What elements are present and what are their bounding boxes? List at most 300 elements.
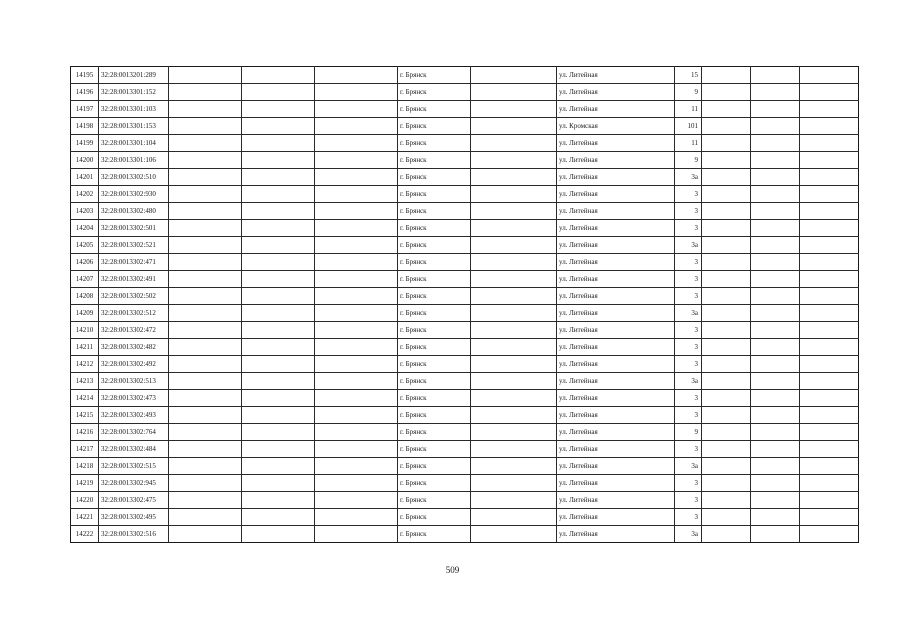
empty-cell [800, 458, 859, 475]
empty-cell [169, 118, 242, 135]
empty-cell [315, 339, 398, 356]
city-cell: г. Брянск [398, 475, 471, 492]
empty-cell [751, 135, 800, 152]
house-number-cell: 3а [675, 305, 702, 322]
empty-cell [169, 441, 242, 458]
cadastral-number-cell: 32:28:0013302:473 [99, 390, 169, 407]
city-cell: г. Брянск [398, 220, 471, 237]
city-cell: г. Брянск [398, 237, 471, 254]
empty-cell [702, 390, 751, 407]
house-number-cell: 3а [675, 458, 702, 475]
empty-cell [702, 118, 751, 135]
empty-cell [751, 84, 800, 101]
empty-cell [702, 322, 751, 339]
city-cell: г. Брянск [398, 390, 471, 407]
empty-cell [242, 84, 315, 101]
cadastral-number-cell: 32:28:0013302:493 [99, 407, 169, 424]
empty-cell [751, 169, 800, 186]
cadastral-number-cell: 32:28:0013201:289 [99, 67, 169, 84]
empty-cell [471, 441, 557, 458]
empty-cell [471, 492, 557, 509]
empty-cell [169, 271, 242, 288]
house-number-cell: 3 [675, 186, 702, 203]
empty-cell [751, 424, 800, 441]
row-number-cell: 14220 [71, 492, 99, 509]
cadastral-number-cell: 32:28:0013301:104 [99, 135, 169, 152]
empty-cell [751, 118, 800, 135]
empty-cell [471, 118, 557, 135]
cadastral-number-cell: 32:28:0013302:484 [99, 441, 169, 458]
cadastral-number-cell: 32:28:0013302:501 [99, 220, 169, 237]
table-row [71, 254, 859, 271]
empty-cell [751, 390, 800, 407]
empty-cell [702, 84, 751, 101]
cadastral-number-cell: 32:28:0013301:152 [99, 84, 169, 101]
empty-cell [169, 526, 242, 543]
empty-cell [800, 118, 859, 135]
table-row [71, 118, 859, 135]
empty-cell [169, 169, 242, 186]
row-number-cell: 14196 [71, 84, 99, 101]
empty-cell [702, 339, 751, 356]
empty-cell [242, 67, 315, 84]
empty-cell [800, 339, 859, 356]
empty-cell [242, 356, 315, 373]
empty-cell [471, 237, 557, 254]
empty-cell [702, 186, 751, 203]
city-cell: г. Брянск [398, 186, 471, 203]
house-number-cell: 3 [675, 288, 702, 305]
city-cell: г. Брянск [398, 339, 471, 356]
street-cell: ул. Литейная [557, 526, 675, 543]
city-cell: г. Брянск [398, 509, 471, 526]
street-cell: ул. Литейная [557, 169, 675, 186]
house-number-cell: 3 [675, 492, 702, 509]
table-row [71, 203, 859, 220]
empty-cell [702, 101, 751, 118]
empty-cell [751, 67, 800, 84]
empty-cell [751, 305, 800, 322]
empty-cell [242, 237, 315, 254]
empty-cell [800, 237, 859, 254]
empty-cell [751, 237, 800, 254]
street-cell: ул. Литейная [557, 407, 675, 424]
empty-cell [315, 101, 398, 118]
cadastral-number-cell: 32:28:0013302:945 [99, 475, 169, 492]
empty-cell [315, 356, 398, 373]
city-cell: г. Брянск [398, 135, 471, 152]
empty-cell [702, 407, 751, 424]
empty-cell [242, 390, 315, 407]
empty-cell [169, 237, 242, 254]
city-cell: г. Брянск [398, 373, 471, 390]
house-number-cell: 3 [675, 220, 702, 237]
empty-cell [751, 373, 800, 390]
row-number-cell: 14218 [71, 458, 99, 475]
house-number-cell: 3 [675, 322, 702, 339]
empty-cell [315, 186, 398, 203]
empty-cell [800, 254, 859, 271]
row-number-cell: 14207 [71, 271, 99, 288]
empty-cell [315, 169, 398, 186]
empty-cell [800, 169, 859, 186]
empty-cell [169, 322, 242, 339]
empty-cell [751, 441, 800, 458]
empty-cell [242, 271, 315, 288]
empty-cell [471, 271, 557, 288]
empty-cell [702, 288, 751, 305]
empty-cell [242, 492, 315, 509]
cadastral-number-cell: 32:28:0013302:482 [99, 339, 169, 356]
table-row [71, 152, 859, 169]
cadastral-number-cell: 32:28:0013302:512 [99, 305, 169, 322]
house-number-cell: 3а [675, 526, 702, 543]
house-number-cell: 101 [675, 118, 702, 135]
house-number-cell: 3 [675, 271, 702, 288]
empty-cell [315, 254, 398, 271]
empty-cell [702, 526, 751, 543]
empty-cell [315, 322, 398, 339]
empty-cell [242, 135, 315, 152]
empty-cell [702, 458, 751, 475]
row-number-cell: 14211 [71, 339, 99, 356]
cadastral-number-cell: 32:28:0013302:471 [99, 254, 169, 271]
empty-cell [471, 254, 557, 271]
row-number-cell: 14204 [71, 220, 99, 237]
row-number-cell: 14197 [71, 101, 99, 118]
empty-cell [471, 407, 557, 424]
empty-cell [242, 475, 315, 492]
empty-cell [702, 237, 751, 254]
empty-cell [702, 424, 751, 441]
cadastral-number-cell: 32:28:0013301:106 [99, 152, 169, 169]
empty-cell [169, 424, 242, 441]
empty-cell [169, 305, 242, 322]
registry-table [70, 66, 859, 543]
city-cell: г. Брянск [398, 458, 471, 475]
empty-cell [800, 135, 859, 152]
table-row [71, 67, 859, 84]
empty-cell [242, 441, 315, 458]
empty-cell [169, 373, 242, 390]
house-number-cell: 3а [675, 169, 702, 186]
empty-cell [471, 356, 557, 373]
empty-cell [800, 526, 859, 543]
empty-cell [471, 84, 557, 101]
street-cell: ул. Литейная [557, 339, 675, 356]
cadastral-number-cell: 32:28:0013302:930 [99, 186, 169, 203]
table-row [71, 458, 859, 475]
cadastral-number-cell: 32:28:0013302:764 [99, 424, 169, 441]
house-number-cell: 9 [675, 152, 702, 169]
empty-cell [702, 254, 751, 271]
empty-cell [169, 509, 242, 526]
empty-cell [751, 220, 800, 237]
empty-cell [315, 271, 398, 288]
table-row [71, 373, 859, 390]
row-number-cell: 14219 [71, 475, 99, 492]
empty-cell [702, 305, 751, 322]
street-cell: ул. Литейная [557, 186, 675, 203]
city-cell: г. Брянск [398, 441, 471, 458]
street-cell: ул. Литейная [557, 424, 675, 441]
empty-cell [471, 339, 557, 356]
cadastral-number-cell: 32:28:0013302:502 [99, 288, 169, 305]
empty-cell [800, 101, 859, 118]
empty-cell [169, 101, 242, 118]
house-number-cell: 3 [675, 339, 702, 356]
empty-cell [800, 424, 859, 441]
table-row [71, 84, 859, 101]
empty-cell [800, 356, 859, 373]
empty-cell [315, 424, 398, 441]
empty-cell [702, 441, 751, 458]
city-cell: г. Брянск [398, 492, 471, 509]
street-cell: ул. Литейная [557, 356, 675, 373]
street-cell: ул. Литейная [557, 271, 675, 288]
empty-cell [702, 492, 751, 509]
empty-cell [471, 186, 557, 203]
empty-cell [471, 135, 557, 152]
row-number-cell: 14203 [71, 203, 99, 220]
city-cell: г. Брянск [398, 169, 471, 186]
house-number-cell: 3 [675, 203, 702, 220]
empty-cell [471, 169, 557, 186]
empty-cell [702, 169, 751, 186]
empty-cell [471, 526, 557, 543]
house-number-cell: 11 [675, 101, 702, 118]
empty-cell [242, 305, 315, 322]
empty-cell [315, 441, 398, 458]
empty-cell [471, 424, 557, 441]
page-number: 509 [445, 565, 460, 575]
empty-cell [169, 135, 242, 152]
table-row [71, 135, 859, 152]
empty-cell [169, 458, 242, 475]
empty-cell [471, 152, 557, 169]
cadastral-number-cell: 32:28:0013302:513 [99, 373, 169, 390]
empty-cell [242, 169, 315, 186]
cadastral-number-cell: 32:28:0013301:103 [99, 101, 169, 118]
row-number-cell: 14222 [71, 526, 99, 543]
empty-cell [315, 492, 398, 509]
empty-cell [315, 373, 398, 390]
empty-cell [471, 305, 557, 322]
empty-cell [471, 390, 557, 407]
empty-cell [242, 373, 315, 390]
empty-cell [800, 220, 859, 237]
row-number-cell: 14208 [71, 288, 99, 305]
empty-cell [242, 254, 315, 271]
row-number-cell: 14213 [71, 373, 99, 390]
row-number-cell: 14198 [71, 118, 99, 135]
row-number-cell: 14216 [71, 424, 99, 441]
street-cell: ул. Кромская [557, 118, 675, 135]
table-row [71, 509, 859, 526]
empty-cell [169, 254, 242, 271]
street-cell: ул. Литейная [557, 322, 675, 339]
empty-cell [471, 509, 557, 526]
empty-cell [702, 271, 751, 288]
cadastral-number-cell: 32:28:0013301:153 [99, 118, 169, 135]
house-number-cell: 3 [675, 407, 702, 424]
row-number-cell: 14209 [71, 305, 99, 322]
empty-cell [242, 288, 315, 305]
empty-cell [242, 118, 315, 135]
row-number-cell: 14202 [71, 186, 99, 203]
row-number-cell: 14217 [71, 441, 99, 458]
street-cell: ул. Литейная [557, 237, 675, 254]
house-number-cell: 3 [675, 509, 702, 526]
empty-cell [751, 526, 800, 543]
empty-cell [315, 390, 398, 407]
empty-cell [315, 526, 398, 543]
street-cell: ул. Литейная [557, 135, 675, 152]
empty-cell [702, 152, 751, 169]
empty-cell [800, 288, 859, 305]
empty-cell [800, 271, 859, 288]
empty-cell [751, 407, 800, 424]
row-number-cell: 14214 [71, 390, 99, 407]
city-cell: г. Брянск [398, 152, 471, 169]
city-cell: г. Брянск [398, 84, 471, 101]
house-number-cell: 9 [675, 424, 702, 441]
table-row [71, 492, 859, 509]
empty-cell [169, 186, 242, 203]
cadastral-number-cell: 32:28:0013302:475 [99, 492, 169, 509]
empty-cell [751, 271, 800, 288]
street-cell: ул. Литейная [557, 305, 675, 322]
table-row [71, 356, 859, 373]
empty-cell [800, 441, 859, 458]
empty-cell [751, 254, 800, 271]
cadastral-number-cell: 32:28:0013302:495 [99, 509, 169, 526]
empty-cell [315, 407, 398, 424]
table-row [71, 339, 859, 356]
empty-cell [471, 458, 557, 475]
empty-cell [751, 322, 800, 339]
empty-cell [315, 84, 398, 101]
cadastral-number-cell: 32:28:0013302:472 [99, 322, 169, 339]
house-number-cell: 3 [675, 441, 702, 458]
table-row [71, 220, 859, 237]
city-cell: г. Брянск [398, 424, 471, 441]
street-cell: ул. Литейная [557, 509, 675, 526]
empty-cell [800, 390, 859, 407]
empty-cell [169, 288, 242, 305]
empty-cell [169, 203, 242, 220]
empty-cell [242, 407, 315, 424]
house-number-cell: 3 [675, 390, 702, 407]
table-row [71, 186, 859, 203]
row-number-cell: 14210 [71, 322, 99, 339]
street-cell: ул. Литейная [557, 254, 675, 271]
empty-cell [242, 152, 315, 169]
empty-cell [751, 288, 800, 305]
empty-cell [315, 220, 398, 237]
table-row [71, 407, 859, 424]
empty-cell [800, 322, 859, 339]
street-cell: ул. Литейная [557, 441, 675, 458]
empty-cell [702, 509, 751, 526]
city-cell: г. Брянск [398, 67, 471, 84]
empty-cell [315, 135, 398, 152]
empty-cell [315, 152, 398, 169]
street-cell: ул. Литейная [557, 373, 675, 390]
empty-cell [315, 509, 398, 526]
empty-cell [702, 135, 751, 152]
empty-cell [751, 101, 800, 118]
street-cell: ул. Литейная [557, 67, 675, 84]
street-cell: ул. Литейная [557, 475, 675, 492]
cadastral-number-cell: 32:28:0013302:510 [99, 169, 169, 186]
house-number-cell: 3 [675, 356, 702, 373]
empty-cell [242, 526, 315, 543]
empty-cell [800, 186, 859, 203]
empty-cell [471, 322, 557, 339]
empty-cell [169, 407, 242, 424]
cadastral-number-cell: 32:28:0013302:516 [99, 526, 169, 543]
city-cell: г. Брянск [398, 322, 471, 339]
street-cell: ул. Литейная [557, 492, 675, 509]
empty-cell [751, 356, 800, 373]
empty-cell [751, 509, 800, 526]
empty-cell [800, 407, 859, 424]
table-row [71, 475, 859, 492]
empty-cell [751, 475, 800, 492]
row-number-cell: 14201 [71, 169, 99, 186]
empty-cell [242, 424, 315, 441]
cadastral-number-cell: 32:28:0013302:492 [99, 356, 169, 373]
empty-cell [800, 84, 859, 101]
empty-cell [315, 118, 398, 135]
empty-cell [471, 220, 557, 237]
empty-cell [242, 322, 315, 339]
house-number-cell: 3 [675, 475, 702, 492]
empty-cell [242, 339, 315, 356]
empty-cell [800, 203, 859, 220]
empty-cell [315, 237, 398, 254]
empty-cell [751, 492, 800, 509]
cadastral-number-cell: 32:28:0013302:491 [99, 271, 169, 288]
table-row [71, 271, 859, 288]
empty-cell [169, 475, 242, 492]
table-row [71, 526, 859, 543]
empty-cell [702, 356, 751, 373]
empty-cell [169, 84, 242, 101]
empty-cell [169, 152, 242, 169]
empty-cell [242, 509, 315, 526]
empty-cell [315, 67, 398, 84]
empty-cell [242, 186, 315, 203]
empty-cell [702, 475, 751, 492]
city-cell: г. Брянск [398, 288, 471, 305]
street-cell: ул. Литейная [557, 288, 675, 305]
empty-cell [702, 220, 751, 237]
empty-cell [800, 305, 859, 322]
table-row [71, 101, 859, 118]
street-cell: ул. Литейная [557, 152, 675, 169]
empty-cell [702, 203, 751, 220]
city-cell: г. Брянск [398, 118, 471, 135]
street-cell: ул. Литейная [557, 84, 675, 101]
empty-cell [751, 152, 800, 169]
table-row [71, 288, 859, 305]
empty-cell [471, 288, 557, 305]
city-cell: г. Брянск [398, 271, 471, 288]
empty-cell [315, 458, 398, 475]
empty-cell [751, 203, 800, 220]
